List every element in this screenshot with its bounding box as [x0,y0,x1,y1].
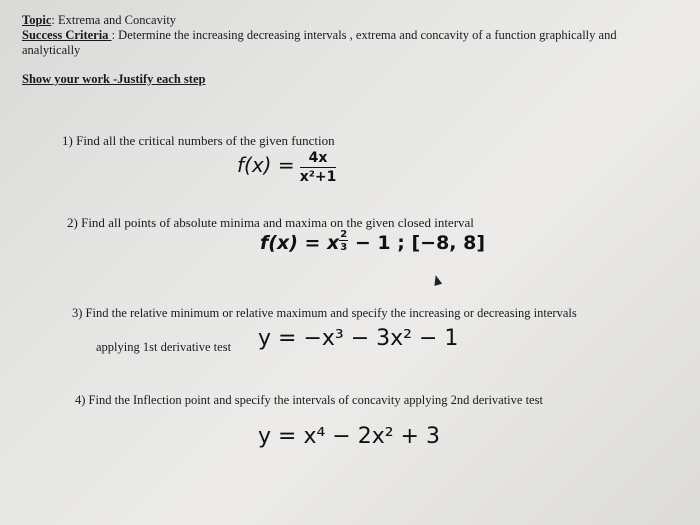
criteria-label: Success Criteria [22,28,112,42]
criteria-continuation: analytically [22,43,81,57]
show-work-text: Show your work -Justify each step [22,72,206,86]
criteria-value: : Determine the increasing decreasing intervals , extrema and concavity of a function graphically and [111,28,617,42]
criteria-line [22,28,672,43]
topic-line [22,13,176,28]
question-2-rhs: − 1 ; [−8, 8] [348,232,486,254]
question-4-equation: y = x⁴ − 2x² + 3 [258,424,440,449]
topic-value: : Extrema and Concavity [51,13,177,27]
question-3-derivative-note: applying 1st derivative test [96,340,232,354]
question-4 [75,393,543,408]
show-work-line [22,72,205,87]
question-2-equation [260,229,486,254]
question-2-exponent [339,229,348,253]
question-2-text: Find all points of absolute minima and maxima on the given closed interval [81,215,474,230]
question-1-fraction [300,150,337,185]
question-2-lhs: f(x) = x [260,232,340,254]
question-1 [62,133,335,149]
question-1-fx: f(x) = [237,153,295,177]
question-1-equation [237,150,336,185]
question-3-text: Find the relative minimum or relative maximum and specify the increasing or decreasing intervals [85,306,577,320]
question-1-number: 1) [62,133,73,148]
question-1-text: Find all the critical numbers of the given function [76,133,335,148]
question-4-number: 4) [75,393,86,407]
mouse-pointer-icon [432,274,442,286]
question-3-equation: y = −x³ − 3x² − 1 [258,326,459,351]
topic-label: Topic [22,13,52,27]
question-2-exp-num: 2 [340,229,348,240]
question-1-denominator: x²+1 [299,169,337,185]
question-4-text: Find the Inflection point and specify the intervals of concavity applying 2nd derivative test [88,393,543,407]
question-2-number: 2) [67,215,78,230]
question-1-numerator: 4x [300,150,337,168]
question-3-number: 3) [72,306,83,320]
question-2-exp-den: 3 [340,242,348,253]
question-3 [72,306,577,321]
question-2 [67,215,474,231]
